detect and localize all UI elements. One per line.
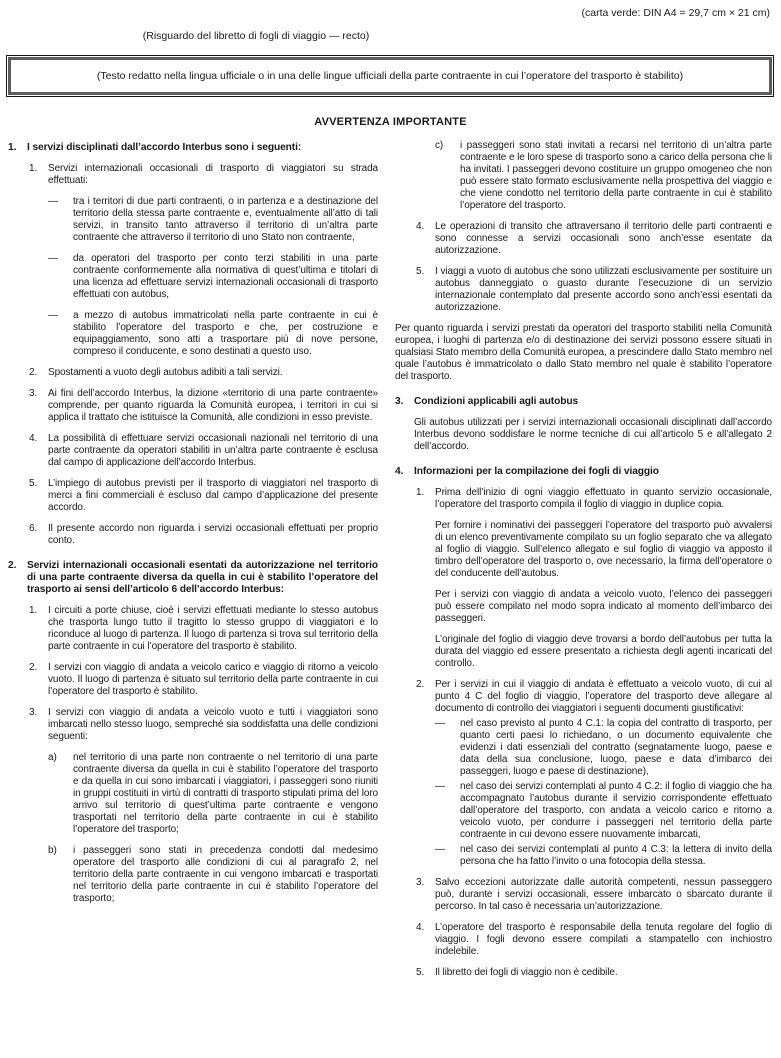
item-text: Informazioni per la compilazione dei fogli di viaggio [414, 466, 659, 477]
numbered-item [416, 266, 772, 314]
item-marker: c) [435, 140, 444, 151]
numbered-item [29, 163, 378, 187]
item-paragraph: Per i servizi con viaggio di andata a veicolo vuoto, l’elenco dei passeggeri può essere compilato nel modo sopra indicato al momento dell’imbarco dei passeggeri. [435, 589, 772, 624]
item-text: Prima dell’inizio di ogni viaggio effettuato in quanto servizio occasionale, l’operatore del trasporto compila il foglio di viaggio in duplice copia. [435, 487, 772, 510]
item-marker: 2. [29, 367, 38, 378]
numbered-item [29, 433, 378, 469]
numbered-item [29, 523, 378, 547]
section-heading [395, 466, 772, 478]
paragraph: Per quanto riguarda i servizi prestati da operatori del trasporto stabiliti nella Comunità europea, i luoghi di partenza e/o di destinazione dei servizi possono essere situati in qualsiasi Stato membro della Comunità europea, a prescindere dallo Stato membro nel quale l’autobus è immatricolato o dallo Stato membro nel quale è stabilito l’operatore del trasporto. [395, 323, 772, 382]
item-marker: 5. [416, 266, 425, 277]
paper-format-note: (carta verde: DIN A4 = 29,7 cm × 21 cm) [581, 7, 770, 19]
item-marker: 2. [416, 679, 425, 690]
item-text: Le operazioni di transito che attraversano il territorio delle parti contraenti e sono connesse a servizi occasionali sono anch’esse esentate da autorizzazione. [435, 221, 772, 256]
item-text: I viaggi a vuoto di autobus che sono utilizzati esclusivamente per sostituire un autobus danneggiato o guasto durante l’esecuzione di un servizio internazionale contemplato dal presente accordo sono anch’essi esentati da autorizzazione. [435, 266, 772, 313]
item-text: Per i servizi in cui il viaggio di andata è effettuato a veicolo vuoto, di cui al punto 4 C del foglio di viaggio, l’operatore del trasporto deve allegare al documento di controllo dei viaggiatori i seguenti documenti giustificativi: [435, 679, 772, 714]
item-marker: 1. [416, 487, 425, 498]
numbered-item [29, 367, 378, 379]
item-text: Servizi internazionali occasionali di trasporto di viaggiatori su strada effettuati: [48, 163, 378, 186]
sub-item [435, 781, 772, 841]
section-paragraph: Gli autobus utilizzati per i servizi internazionali occasionali disciplinati dall’accordo Interbus devono soddisfare le norme tecniche di cui all’articolo 5 e all’allegato 2 dell’accordo. [414, 417, 772, 452]
numbered-item [416, 487, 772, 511]
item-marker: 3. [29, 388, 38, 399]
section-heading [395, 396, 772, 408]
item-text: i passeggeri sono stati invitati a recarsi nel territorio di un’altra parte contraente e le loro spese di trasporto sono a carico della persona che li ha invitati. I passeggeri devono costituire un gruppo omogeneo che non può essere stato formato esclusivamente nella prospettiva del viaggio e che viene condotto nel territorio della parte contraente in cui è stabilito l’operatore del trasporto. [460, 140, 772, 211]
item-marker: 3. [29, 707, 38, 718]
item-text: Salvo eccezioni autorizzate dalle autorità competenti, nessun passeggero può, durante i servizi occasionali, essere imbarcato o sbarcato durante il percorso. In tal caso è necessaria un’autorizzazione. [435, 877, 772, 912]
item-text: La possibilità di effettuare servizi occasionali nazionali nel territorio di una parte contraente da operatori stabiliti in un’altra parte contraente è esclusa dal campo di applicazione dell’accordo Interbus. [48, 433, 378, 468]
item-marker: 5. [29, 478, 38, 489]
item-marker: 3. [395, 396, 404, 407]
item-marker: 1. [8, 142, 17, 153]
item-text: I servizi con viaggio di andata a veicolo carico e viaggio di ritorno a veicolo vuoto. Il luogo di partenza è situato sul territorio della parte contraente in cui l’operatore del trasporto è stabilito. [48, 662, 378, 697]
item-text: nel territorio di una parte non contraente o nel territorio di una parte contraente diversa da quella in cui è stabilito l’operatore del trasporto e da quella in cui sono imbarcati i viaggiatori, i passeggeri sono riuniti in gruppi costituiti in virtù di contratti di trasporto stipulati prima del loro arrivo sul territorio di quest’ultima parte contraente e vengono trasportati nel territorio della parte contraente in cui è stabilito l’operatore del trasporto; [73, 752, 378, 835]
item-text: Il presente accordo non riguarda i servizi occasionali effettuati per proprio conto. [48, 523, 378, 546]
item-text: da operatori del trasporto per conto terzi stabiliti in una parte contraente conformemente alla normativa di quest’ultima e titolari di una licenza ad effettuare servizi internazionali occasionali di trasporto effettuati con autobus, [73, 253, 378, 300]
item-marker: — [48, 196, 58, 207]
item-marker: — [48, 253, 58, 264]
item-marker: 4. [29, 433, 38, 444]
item-text: nel caso dei servizi contemplati al punto 4 C.2: il foglio di viaggio che ha accompagnato l’autobus durante il servizio corrispondente effettuato dall’operatore del trasporto, con andata a veicolo carico e ritorno a veicolo vuoto, per condurre i passeggeri nel territorio della parte contraente in cui devono essere nuovamente imbarcati, [460, 781, 772, 840]
item-marker: — [435, 718, 445, 729]
numbered-item [416, 221, 772, 257]
item-text: Il libretto dei fogli di viaggio non è cedibile. [435, 967, 618, 978]
left-column [8, 140, 378, 914]
recto-note: (Risguardo del libretto di fogli di viaggio — recto) [142, 30, 370, 42]
sub-item [435, 718, 772, 778]
item-marker: 3. [416, 877, 425, 888]
sub-item [435, 140, 772, 212]
numbered-item [29, 662, 378, 698]
item-marker: a) [48, 752, 57, 763]
numbered-item [416, 877, 772, 913]
item-marker: — [435, 781, 445, 792]
item-text: L’operatore del trasporto è responsabile della tenuta regolare del foglio di viaggio. I fogli devono essere compilati a stampatello con inchiostro indelebile. [435, 922, 772, 957]
numbered-item [416, 967, 772, 979]
item-marker: 4. [395, 466, 404, 477]
sub-item [48, 253, 378, 301]
item-text: nel caso dei servizi contemplati al punto 4 C.3: la lettera di invito della persona che ha fatto l’invito o una fotocopia della stessa. [460, 844, 772, 867]
language-notice-text: (Testo redatto nella lingua ufficiale o in una delle lingue ufficiali della parte contraente in cui l’operatore del trasporto è stabilito) [96, 70, 684, 82]
item-paragraph: L’originale del foglio di viaggio deve trovarsi a bordo dell’autobus per tutta la durata del viaggio ed essere presentato a richiesta degli agenti incaricati del controllo. [435, 634, 772, 669]
sub-item [48, 310, 378, 358]
section-heading [8, 142, 378, 154]
item-marker: 1. [29, 605, 38, 616]
item-marker: 4. [416, 221, 425, 232]
item-marker: 4. [416, 922, 425, 933]
item-marker: 5. [416, 967, 425, 978]
item-marker: 1. [29, 163, 38, 174]
item-text: i passeggeri sono stati in precedenza condotti dal medesimo operatore del trasporto alle condizioni di cui al paragrafo 2, nel territorio della parte contraente in cui vengono imbarcati e trasportati nel territorio della parte contraente in cui è stabilito l’operatore del trasporto; [73, 845, 378, 904]
numbered-item [29, 388, 378, 424]
item-text: Spostamenti a vuoto degli autobus adibiti a tali servizi. [48, 367, 283, 378]
item-text: nel caso previsto al punto 4 C.1: la copia del contratto di trasporto, per quanto certi paesi lo richiedano, o un documento equivalente che evidenzi i dati essenziali del contratto (segnatamente luogo, paese e data della sua conclusione, luogo, paese e data d’imbarco dei passeggeri, luogo e paese di destinazione), [460, 718, 772, 777]
item-text: I servizi disciplinati dall’accordo Interbus sono i seguenti: [27, 142, 302, 153]
numbered-item [29, 605, 378, 653]
language-notice-box [8, 57, 772, 95]
item-text: a mezzo di autobus immatricolati nella parte contraente in cui è stabilito l’operatore del trasporto e che, per costruzione e equipaggiamento, sono atti a trasportare più di nove persone, compreso il conducente, e sono destinati a questo uso. [73, 310, 378, 357]
item-marker: 2. [29, 662, 38, 673]
item-text: Servizi internazionali occasionali esentati da autorizzazione nel territorio di una parte contraente diversa da quella in cui è stabilito l’operatore del trasporto ai sensi dell’articolo 6 dell’accordo Interbus: [27, 560, 378, 595]
item-text: L’impiego di autobus previsti per il trasporto di viaggiatori nel trasporto di merci a fini commerciali è escluso dal campo d’applicazione del presente accordo. [48, 478, 378, 513]
item-text: Ai fini dell’accordo Interbus, la dizione «territorio di una parte contraente» comprende, per quanto riguarda la Comunità europea, i territori in cui si applica il trattato che istituisce la Comunità, alle condizioni in esso previste. [48, 388, 378, 423]
numbered-item [416, 922, 772, 958]
sub-item [435, 844, 772, 868]
sub-item [48, 196, 378, 244]
item-text: I circuiti a porte chiuse, cioè i servizi effettuati mediante lo stesso autobus che trasporta lungo tutto il tragitto lo stesso gruppo di viaggiatori e lo riconduce al luogo di partenza. Il luogo di partenza si trova sul territorio della parte contraente in cui l’operatore del trasporto è stabilito. [48, 605, 378, 652]
item-text: Condizioni applicabili agli autobus [414, 396, 579, 407]
item-marker: b) [48, 845, 57, 856]
numbered-item [29, 478, 378, 514]
page-title: AVVERTENZA IMPORTANTE [314, 116, 467, 128]
item-paragraph: Per fornire i nominativi dei passeggeri l’operatore del trasporto può avvalersi di un elenco preventivamente compilato su un foglio separato che va allegato al foglio di viaggio. Sull’elenco allegato e sul foglio di viaggio va apposto il timbro dell’operatore del trasporto o, ove necessario, la firma dell’operatore o del conducente dell’autobus. [435, 520, 772, 579]
sub-item [48, 752, 378, 836]
right-column [395, 140, 772, 988]
numbered-item [416, 679, 772, 715]
section-heading [8, 560, 378, 596]
item-marker: — [48, 310, 58, 321]
item-marker: 2. [8, 560, 17, 571]
item-marker: — [435, 844, 445, 855]
sub-item [48, 845, 378, 905]
item-text: I servizi con viaggio di andata a veicolo vuoto e tutti i viaggiatori sono imbarcati nello stesso luogo, sempreché sia soddisfatta una delle condizioni seguenti: [48, 707, 378, 742]
numbered-item [29, 707, 378, 743]
two-column-body [0, 140, 781, 988]
item-marker: 6. [29, 523, 38, 534]
item-text: tra i territori di due parti contraenti, o in partenza e a destinazione del territorio della stessa parte contraente e, eventualmente all’atto di tali servizi, in transito tanto attraverso il territorio di un’altra parte contraente che attraverso il territorio di uno Stato non contraente, [73, 196, 378, 243]
